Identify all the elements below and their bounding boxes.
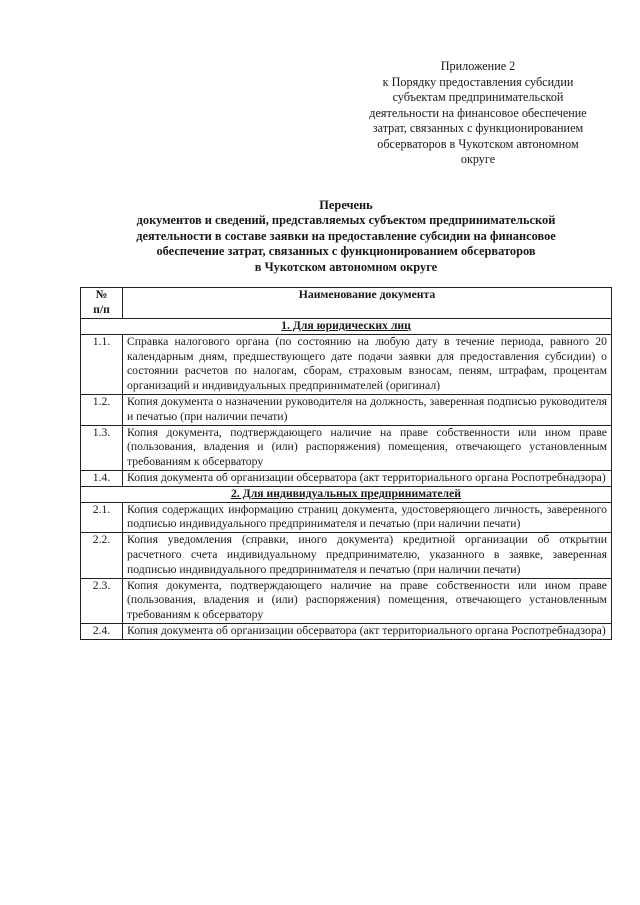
row-num: 1.3. <box>81 425 123 470</box>
title-line: обеспечение затрат, связанных с функционированием обсерваторов <box>156 244 536 259</box>
table-row <box>81 533 612 578</box>
table-row <box>81 502 612 533</box>
row-text: Копия документа, подтверждающего наличие на праве собственности или ином праве (пользования, владения и (или) распоряжения) помещения, отвечающего установленным требованиям к обсерватору <box>123 425 612 470</box>
title-line: деятельности в составе заявки на предоставление субсидии на финансовое <box>136 228 556 243</box>
row-num: 1.2. <box>81 394 123 425</box>
appendix-line: затрат, связанных с функционированием <box>372 121 584 135</box>
row-text: Копия документа об организации обсерватора (акт территориального органа Роспотребнадзора) <box>123 623 612 639</box>
row-text: Справка налогового органа (по состоянию на любую дату в течение периода, равного 20 календарным дням, предшествующего дате подачи заявки для предоставления субсидии) о состоянии расчетов по налогам, сборам, страховым взносам, пеням, штрафам, процентам организаций и индивидуальных предпринимателей (оригинал) <box>123 334 612 394</box>
table-row <box>81 623 612 639</box>
row-text: Копия документа, подтверждающего наличие на праве собственности или ином праве (пользования, владения и (или) распоряжения) помещения, отвечающего установленным требованиям к обсерватору <box>123 578 612 623</box>
header-num: № п/п <box>81 288 123 319</box>
row-num: 1.4. <box>81 470 123 486</box>
row-num: 2.3. <box>81 578 123 623</box>
section-row <box>81 319 612 335</box>
header-name: Наименование документа <box>123 288 612 319</box>
row-text: Копия документа о назначении руководителя на должность, заверенная подписью руководителя и печатью (при наличии печати) <box>123 394 612 425</box>
row-num: 1.1. <box>81 334 123 394</box>
table-row <box>81 394 612 425</box>
section-row <box>81 486 612 502</box>
table-row <box>81 334 612 394</box>
appendix-line: обсерваторов в Чукотском автономном <box>377 136 579 151</box>
table-row <box>81 425 612 470</box>
section-title: 2. Для индивидуальных предпринимателей <box>81 486 612 502</box>
title-line: документов и сведений, представляемых субъектом предпринимательской <box>136 213 556 228</box>
appendix-line: деятельности на финансовое обеспечение <box>369 105 587 120</box>
table-row <box>81 470 612 486</box>
row-num: 2.1. <box>81 502 123 533</box>
document-title <box>80 198 612 275</box>
appendix-line: субъектам предпринимательской <box>392 90 564 104</box>
appendix-header <box>352 59 604 168</box>
table-row <box>81 578 612 623</box>
row-text: Копия документа об организации обсерватора (акт территориального органа Роспотребнадзора) <box>123 470 612 486</box>
row-num: 2.2. <box>81 533 123 578</box>
title-line: в Чукотском автономном округе <box>254 259 438 274</box>
title-line: Перечень <box>319 198 373 212</box>
row-num: 2.4. <box>81 623 123 639</box>
appendix-line: к Порядку предоставления субсидии <box>382 74 574 89</box>
table-header-row <box>81 288 612 319</box>
appendix-line: округе <box>460 152 496 166</box>
appendix-line: Приложение 2 <box>440 59 516 73</box>
documents-table <box>80 287 612 640</box>
section-title: 1. Для юридических лиц <box>81 319 612 335</box>
row-text: Копия уведомления (справки, иного документа) кредитной организации об открытии расчетного счета индивидуальному предпринимателю, указанного в заявке, заверенная подписью индивидуального предпринимателя и печатью (при наличии печати) <box>123 533 612 578</box>
row-text: Копия содержащих информацию страниц документа, удостоверяющего личность, заверенного подписью индивидуального предпринимателя и печатью (при наличии печати) <box>123 502 612 533</box>
